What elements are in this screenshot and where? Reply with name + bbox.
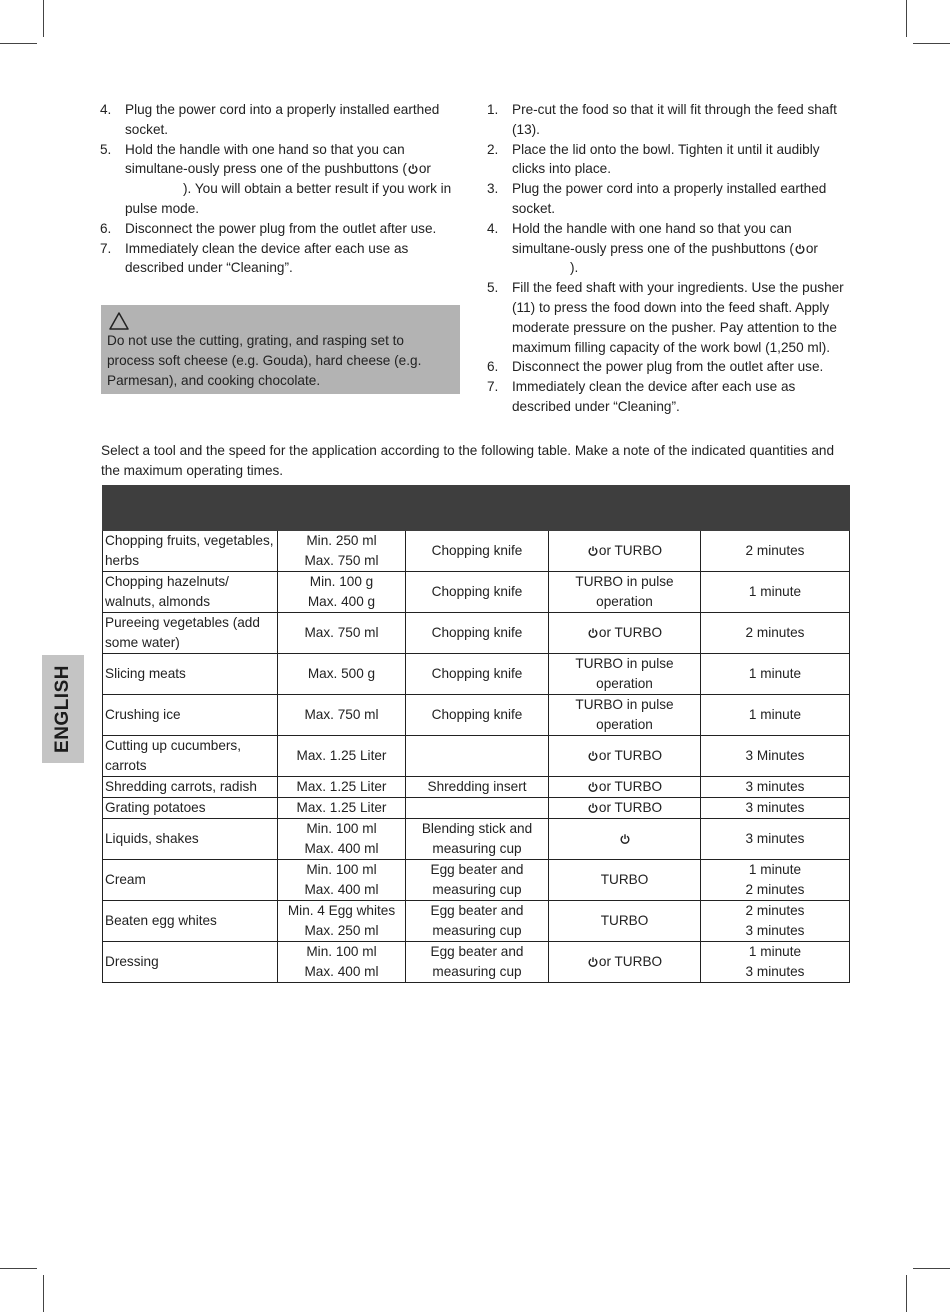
step-text-or: or [805, 240, 818, 256]
cell-line: Egg beater and [430, 944, 524, 959]
cell-line: 3 minutes [745, 964, 805, 979]
cell-line: Chopping knife [431, 543, 523, 558]
power-icon [620, 834, 630, 844]
application-cell: Pureeing vegetables (add some water) [103, 613, 278, 654]
cell-line: Max. 1.25 Liter [296, 800, 387, 815]
application-cell: Cutting up cucumbers, carrots [103, 736, 278, 777]
cell-line: Max. 400 ml [304, 841, 379, 856]
power-icon [408, 164, 418, 174]
crop-mark [43, 0, 44, 37]
cell-line: Max. 500 g [307, 666, 376, 681]
speed-cell [549, 942, 701, 983]
tool-cell [406, 819, 549, 860]
application-cell: Slicing meats [103, 654, 278, 695]
speed-text: TURBO [600, 872, 649, 887]
table-row [103, 654, 850, 695]
speed-text: TURBO [600, 913, 649, 928]
right-step-list [487, 100, 851, 417]
quantity-cell [278, 531, 406, 572]
tool-cell [406, 860, 549, 901]
tool-cell [406, 798, 549, 819]
time-cell [701, 613, 850, 654]
table-intro: Select a tool and the speed for the application according to the following table. Make a note of the indicated quantities and the maximum operating times. [101, 443, 835, 478]
speed-cell [549, 860, 701, 901]
right-steps-column [487, 100, 851, 417]
speed-cell [549, 695, 701, 736]
table-row [103, 777, 850, 798]
quantity-cell [278, 736, 406, 777]
cell-line: Egg beater and [430, 862, 524, 877]
list-item [100, 140, 462, 219]
cell-line: 3 minutes [745, 800, 805, 815]
power-icon [588, 751, 598, 761]
cell-line: 2 minutes [745, 882, 805, 897]
cell-line: Max. 400 ml [304, 882, 379, 897]
table-row [103, 613, 850, 654]
table-row [103, 819, 850, 860]
language-tab-label: ENGLISH [52, 665, 74, 753]
time-cell [701, 860, 850, 901]
step-number: 3. [487, 181, 499, 197]
cell-line: Chopping knife [431, 584, 523, 599]
language-tab [42, 655, 84, 763]
step-text: Place the lid onto the bowl. Tighten it until it audibly clicks into place. [512, 141, 820, 177]
cell-line: 1 minute [748, 584, 802, 599]
cell-line: measuring cup [432, 882, 522, 897]
quantity-cell [278, 860, 406, 901]
cell-line: Max. 1.25 Liter [296, 779, 387, 794]
table-row [103, 695, 850, 736]
cell-line: Min. 4 Egg whites [287, 903, 396, 918]
crop-mark [0, 1268, 37, 1269]
step-number: 5. [487, 280, 499, 296]
speed-text: or TURBO [598, 954, 663, 969]
application-cell: Beaten egg whites [103, 901, 278, 942]
header-cell-speed [549, 486, 701, 531]
application-cell: Grating potatoes [103, 798, 278, 819]
table-row [103, 798, 850, 819]
table-row [103, 860, 850, 901]
speed-text: TURBO in pulse operation [575, 697, 674, 732]
list-item [487, 357, 851, 377]
cell-line: 3 minutes [745, 923, 805, 938]
speed-cell [549, 798, 701, 819]
speed-cell [549, 613, 701, 654]
table-row [103, 942, 850, 983]
crop-mark [906, 1275, 907, 1312]
cell-line: Max. 750 ml [304, 553, 379, 568]
speed-cell [549, 654, 701, 695]
crop-mark [0, 43, 37, 44]
warning-text: Do not use the cutting, grating, and rasping set to process soft cheese (e.g. Gouda), hard cheese (e.g. Parmesan), and cooking chocolate. [107, 333, 422, 388]
speed-text: or TURBO [598, 779, 663, 794]
quantity-cell [278, 819, 406, 860]
cell-line: Chopping knife [431, 666, 523, 681]
list-item [487, 140, 851, 180]
table-header-row [103, 486, 850, 531]
crop-mark [913, 1268, 950, 1269]
speed-text: or TURBO [598, 625, 663, 640]
speed-cell [549, 819, 701, 860]
cell-line: 3 minutes [745, 831, 805, 846]
step-text: Immediately clean the device after each use as described under “Cleaning”. [125, 240, 409, 276]
list-item [487, 179, 851, 219]
speed-cell [549, 901, 701, 942]
step-number: 6. [100, 220, 112, 236]
time-cell [701, 695, 850, 736]
tool-cell [406, 777, 549, 798]
cell-line: Min. 100 g [309, 574, 374, 589]
cell-line: Egg beater and [430, 903, 524, 918]
cell-line: Min. 100 ml [306, 944, 377, 959]
table-body [103, 531, 850, 983]
crop-mark [906, 0, 907, 37]
tool-cell [406, 942, 549, 983]
quantity-cell [278, 777, 406, 798]
power-icon [588, 628, 598, 638]
cell-line: Min. 100 ml [306, 862, 377, 877]
tool-cell [406, 695, 549, 736]
step-text: Fill the feed shaft with your ingredients. Use the pusher (11) to press the food down into the feed shaft. Apply moderate pressure on the pusher. Pay attention to the maximum filling capacity of the work bowl (1,250 ml). [512, 280, 844, 355]
step-number: 2. [487, 141, 499, 157]
time-cell [701, 654, 850, 695]
quantity-cell [278, 798, 406, 819]
step-number: 7. [487, 379, 499, 395]
cell-line: Max. 400 ml [304, 964, 379, 979]
application-cell: Crushing ice [103, 695, 278, 736]
time-cell [701, 798, 850, 819]
table-row [103, 531, 850, 572]
cell-line: 2 minutes [745, 903, 805, 918]
cell-line: Max. 750 ml [304, 707, 379, 722]
application-cell: Shredding carrots, radish [103, 777, 278, 798]
header-cell-application [103, 486, 278, 531]
cell-line: 3 minutes [745, 779, 805, 794]
cell-line: measuring cup [432, 923, 522, 938]
cell-line: 1 minute [748, 944, 802, 959]
step-text: Immediately clean the device after each use as described under “Cleaning”. [512, 379, 796, 414]
cell-line: Max. 750 ml [304, 625, 379, 640]
tool-cell [406, 531, 549, 572]
power-icon [795, 244, 805, 254]
quantity-cell [278, 654, 406, 695]
speed-cell [549, 777, 701, 798]
cell-line: 2 minutes [745, 543, 805, 558]
tool-cell [406, 736, 549, 777]
power-icon [588, 957, 598, 967]
cell-line: 1 minute [748, 666, 802, 681]
crop-mark [43, 1275, 44, 1312]
time-cell [701, 901, 850, 942]
application-table [102, 485, 850, 983]
step-text: ). You will obtain a better result if you work in pulse mode. [125, 181, 452, 216]
quantity-cell [278, 901, 406, 942]
speed-text: or TURBO [598, 543, 663, 558]
step-text: Plug the power cord into a properly installed earthed socket. [125, 102, 440, 137]
speed-text: or TURBO [598, 800, 663, 815]
quantity-cell [278, 572, 406, 613]
list-item [100, 219, 462, 239]
table-row [103, 572, 850, 613]
application-cell: Cream [103, 860, 278, 901]
step-text: Hold the handle with one hand so that you can simultane-ously press one of the pushbuttons ( [125, 141, 407, 177]
left-steps-column [100, 100, 462, 278]
speed-text: TURBO in pulse operation [575, 656, 674, 691]
warning-box [101, 305, 460, 394]
warning-triangle-icon [108, 311, 130, 331]
cell-line: measuring cup [432, 964, 522, 979]
tool-cell [406, 654, 549, 695]
application-cell: Chopping hazelnuts/ walnuts, almonds [103, 572, 278, 613]
step-text: Pre-cut the food so that it will fit through the feed shaft (13). [512, 102, 837, 137]
step-number: 5. [100, 141, 112, 157]
step-text: Hold the handle with one hand so that you can simultane-ously press one of the pushbuttons ( [512, 220, 794, 256]
tool-cell [406, 613, 549, 654]
speed-text: TURBO in pulse operation [575, 574, 674, 609]
cell-line: Blending stick and [421, 821, 533, 836]
header-cell-quantity [278, 486, 406, 531]
time-cell [701, 819, 850, 860]
application-cell: Chopping fruits, vegetables, herbs [103, 531, 278, 572]
cell-line: Chopping knife [431, 625, 523, 640]
speed-text: or TURBO [598, 748, 663, 763]
table-row [103, 736, 850, 777]
quantity-cell [278, 613, 406, 654]
time-cell [701, 942, 850, 983]
step-text-or: or [418, 161, 431, 177]
list-item [487, 278, 851, 357]
application-cell: Liquids, shakes [103, 819, 278, 860]
cell-line: Min. 100 ml [306, 821, 377, 836]
quantity-cell [278, 695, 406, 736]
speed-cell [549, 531, 701, 572]
cell-line: Max. 400 g [307, 594, 376, 609]
tool-cell [406, 901, 549, 942]
cell-line: Chopping knife [431, 707, 523, 722]
cell-line: Max. 250 ml [304, 923, 379, 938]
speed-cell [549, 572, 701, 613]
step-text: Disconnect the power plug from the outlet after use. [125, 220, 437, 236]
power-icon [588, 782, 598, 792]
step-number: 6. [487, 359, 499, 375]
step-number: 7. [100, 240, 112, 256]
header-cell-time [701, 486, 850, 531]
application-cell: Dressing [103, 942, 278, 983]
power-icon [588, 546, 598, 556]
step-number: 4. [487, 220, 499, 236]
cell-line: measuring cup [432, 841, 522, 856]
time-cell [701, 777, 850, 798]
table-row [103, 901, 850, 942]
cell-line: 2 minutes [745, 625, 805, 640]
cell-line: 1 minute [748, 707, 802, 722]
tool-cell [406, 572, 549, 613]
left-step-list [100, 100, 462, 278]
crop-mark [913, 43, 950, 44]
step-text: Plug the power cord into a properly installed earthed socket. [512, 181, 827, 216]
cell-line: Shredding insert [427, 779, 527, 794]
list-item [100, 100, 462, 140]
list-item [487, 219, 851, 278]
quantity-cell [278, 942, 406, 983]
speed-cell [549, 736, 701, 777]
step-text: ). [570, 260, 579, 276]
list-item [487, 377, 851, 417]
power-icon [588, 803, 598, 813]
step-text: Disconnect the power plug from the outlet after use. [512, 359, 824, 375]
step-number: 4. [100, 102, 112, 117]
step-number: 1. [487, 102, 499, 117]
cell-line: 3 Minutes [745, 748, 805, 763]
header-cell-tool [406, 486, 549, 531]
time-cell [701, 736, 850, 777]
time-cell [701, 572, 850, 613]
cell-line: Min. 250 ml [306, 533, 377, 548]
time-cell [701, 531, 850, 572]
cell-line: 1 minute [748, 862, 802, 877]
list-item [100, 239, 462, 279]
cell-line: Max. 1.25 Liter [296, 748, 387, 763]
list-item [487, 100, 851, 140]
